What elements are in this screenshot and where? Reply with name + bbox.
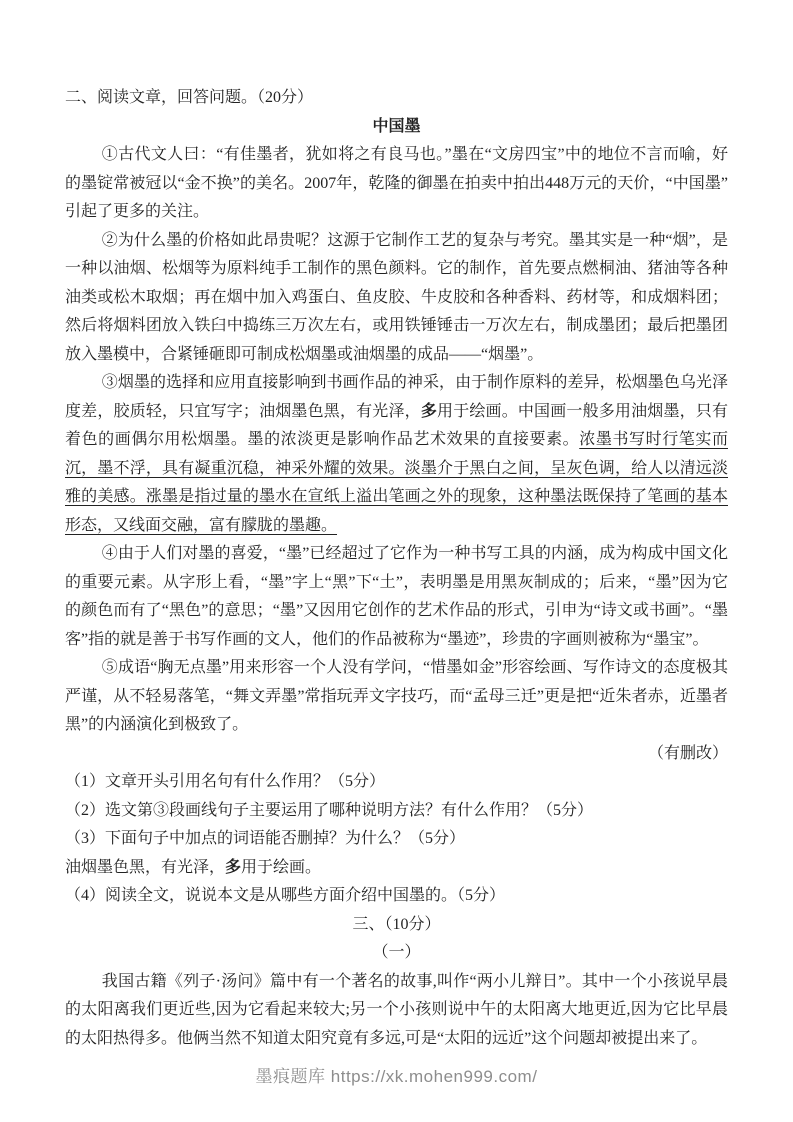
paragraph-3-text-lead: ③烟墨的选择和应用直接影响到书画作品的神采，由于制作原料的差异，松烟墨色乌光泽度差，胶质轻，只宜写字；油烟墨色黑，有光泽，	[65, 374, 728, 420]
essay-title: 中国墨	[372, 117, 421, 135]
quote-emphasized-word: 多	[225, 858, 242, 876]
question-4: （4）阅读全文，说说本文是从哪些方面介绍中国墨的。（5分）	[65, 887, 506, 904]
story-paragraph: 我国古籍《列子·汤问》篇中有一个著名的故事,叫作“两小儿辩日”。其中一个小孩说早晨的太阳离我们更近些,因为它看起来较大;另一个小孩则说中午的太阳离大地更近,因为它比早晨的太阳热得多。他俩当然不知道太阳究竟有多远,可是“太阳的远近”这个问题却被提出来了。	[65, 972, 728, 1047]
essay-paragraph-4: ④由于人们对墨的喜爱，“墨”已经超过了它作为一种书写工具的内涵，成为构成中国文化的重要元素。从字形上看，“墨”字上“黑”下“土”，表明墨是用黑灰制成的；后来，“墨”因为它的颜色而有了“黑色”的意思；“墨”又因用它创作的艺术作品的形式，引申为“诗文或书画”。“墨客”指的就是善于书写作画的文人，他们的作品被称为“墨迹”，珍贵的字画则被称为“墨宝”。	[65, 545, 728, 648]
footer-watermark: 墨痕题库 https://xk.mohen999.com/	[255, 1067, 538, 1086]
essay-paragraph-1: ①古代文人曰：“有佳墨者，犹如将之有良马也。”墨在“文房四宝”中的地位不言而喻，好的墨锭常被冠以“金不换”的美名。2007年，乾隆的御墨在拍卖中拍出448万元的天价，“中国墨”引起了更多的关注。	[65, 146, 728, 220]
essay-paragraph-5: ⑤成语“胸无点墨”用来形容一个人没有学问，“惜墨如金”形容绘画、写作诗文的态度极其严谨，从不轻易落笔，“舞文弄墨”常指玩弄文字技巧，而“孟母三迁”更是把“近朱者赤，近墨者黑”的内涵演化到极致了。	[65, 659, 728, 733]
document-content	[65, 84, 728, 1053]
quote-text-tail: 用于绘画。	[241, 858, 322, 876]
quote-text-lead: 油烟墨色黑，有光泽，	[65, 858, 226, 876]
question-3: （3）下面句子中加点的词语能否删掉？为什么？（5分）	[65, 830, 466, 847]
paragraph-3-emphasized-word: 多	[420, 402, 438, 420]
section-three-subheading: （一）	[372, 944, 421, 961]
essay-paragraph-3	[65, 369, 728, 540]
question-3-quoted-sentence	[65, 854, 728, 883]
source-note: （有删改）	[647, 744, 728, 762]
question-2: （2）选文第③段画线句子主要运用了哪种说明方法？有什么作用？（5分）	[65, 801, 594, 819]
paragraph-3-underlined-sentence: 浓墨书写时行笔实而沉，墨不浮，具有凝重沉稳，神采外耀的效果。淡墨介于黑白之间，呈灰色调，给人以清远淡雅的美感。涨墨是指过量的墨水在宣纸上溢出笔画之外的现象，这种墨法既保持了笔画的基本形态，又线面交融，富有朦胧的墨趣。	[65, 431, 728, 534]
paragraph-3-text-mid: 用于绘画。中国画一般多用油烟墨，只有着色的画偶尔用松烟墨。墨的浓淡更是影响作品艺术效果的直接要素。	[65, 402, 728, 448]
essay-paragraph-2: ②为什么墨的价格如此昂贵呢？这源于它制作工艺的复杂与考究。墨其实是一种“烟”，是一种以油烟、松烟等为原料纯手工制作的黑色颜料。它的制作，首先要点燃桐油、猪油等各种油类或松木取烟；再在烟中加入鸡蛋白、鱼皮胶、牛皮胶和各种香料、药材等，和成烟料团；然后将烟料团放入铁臼中捣练三万次左右，或用铁锤锤击一万次左右，制成墨团；最后把墨团放入墨模中，合紧锤砸即可制成松烟墨或油烟墨的成品——“烟墨”。	[65, 231, 728, 363]
question-1: （1）文章开头引用名句有什么作用？（5分）	[65, 773, 386, 790]
section-two-heading: 二、阅读文章，回答问题。（20分）	[65, 89, 314, 106]
section-three-heading: 三、（10分）	[352, 915, 441, 933]
